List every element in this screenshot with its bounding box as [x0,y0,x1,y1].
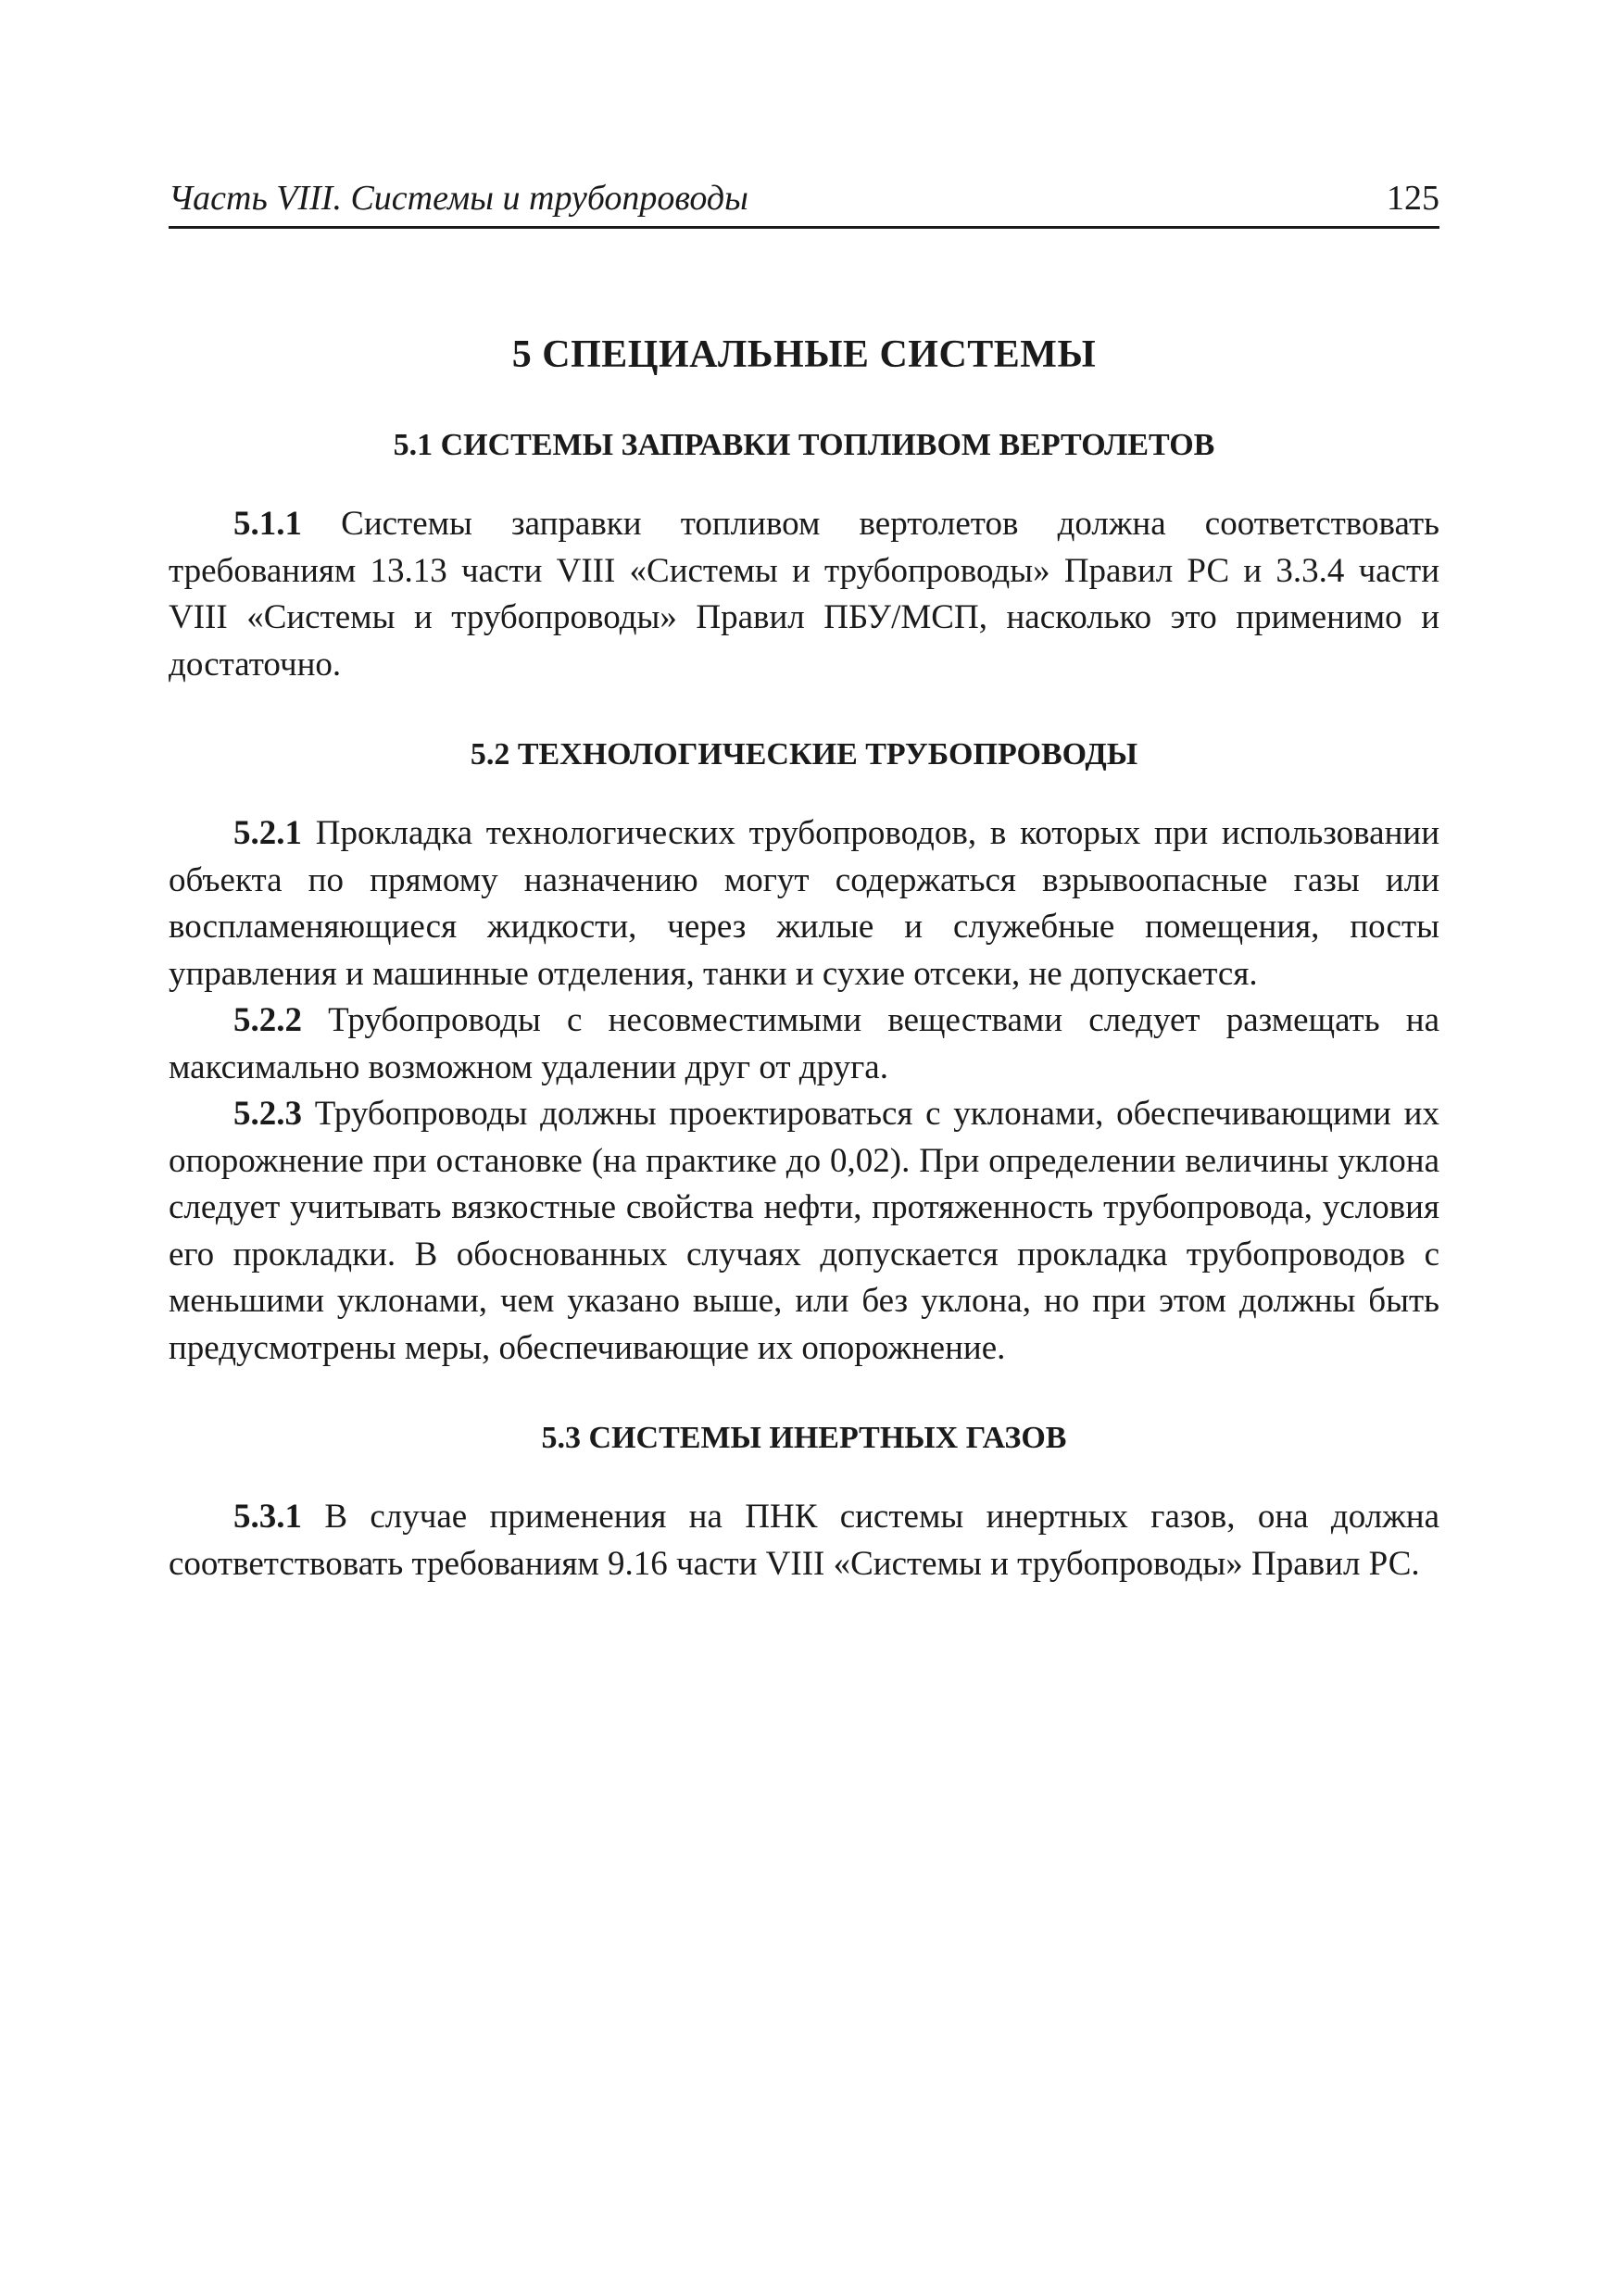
page-number: 125 [1387,179,1439,218]
paragraph-5-2-1 [169,810,1439,997]
paragraph-5-2-3 [169,1091,1439,1372]
section-body-5-2 [169,810,1439,1372]
paragraph-text: В случае применения на ПНК системы инертных газов, она должна соответствовать требованиям 9.16 части VIII «Системы и трубопроводы» Правил РС. [169,1498,1439,1583]
paragraph-text: Трубопроводы должны проектироваться с уклонами, обеспечивающими их опорожнение при остановке (на практике до 0,02). При определении величины уклона следует учитывать вязкостные свойства нефти, протяженность трубопровода, условия его прокладки. В обоснованных случаях допускается прокладка трубопроводов с меньшими уклонами, чем указано выше, или без уклона, но при этом должны быть предусмотрены меры, обеспечивающие их опорожнение. [169,1095,1439,1367]
paragraph-number: 5.1.1 [233,505,302,543]
paragraph-text: Прокладка технологических трубопроводов, в которых при использовании объекта по прямому назначению могут содержаться взрывоопасные газы или воспламеняющиеся жидкости, через жилые и служебные помещения, посты управления и машинные отделения, танки и сухие отсеки, не допускается. [169,814,1439,993]
paragraph-5-2-2 [169,997,1439,1091]
paragraph-number: 5.3.1 [233,1498,302,1536]
section-title-5-1: 5.1 СИСТЕМЫ ЗАПРАВКИ ТОПЛИВОМ ВЕРТОЛЕТОВ [393,428,1215,462]
running-header [169,176,1439,229]
paragraph-number: 5.2.1 [233,814,302,852]
paragraph-number: 5.2.2 [233,1001,302,1039]
section-title-5-3: 5.3 СИСТЕМЫ ИНЕРТНЫХ ГАЗОВ [541,1421,1067,1455]
section-body-5-3 [169,1494,1439,1587]
section-body-5-1 [169,501,1439,688]
chapter-title: 5 СПЕЦИАЛЬНЫЕ СИСТЕМЫ [511,333,1097,376]
paragraph-text: Трубопроводы с несовместимыми веществами следует размещать на максимально возможном удалении друг от друга. [169,1001,1439,1086]
part-title: Часть VIII. Системы и трубопроводы [169,179,748,218]
paragraph-number: 5.2.3 [233,1095,302,1133]
paragraph-5-1-1 [169,501,1439,688]
section-title-5-2: 5.2 ТЕХНОЛОГИЧЕСКИЕ ТРУБОПРОВОДЫ [470,737,1138,772]
paragraph-text: Системы заправки топливом вертолетов должна соответствовать требованиям 13.13 части VIII «Системы и трубопроводы» Правил РС и 3.3.4 части VIII «Системы и трубопроводы» Правил ПБУ/МСП, насколько это применимо и достаточно. [169,505,1439,684]
document-page [169,176,1439,1587]
paragraph-5-3-1 [169,1494,1439,1587]
